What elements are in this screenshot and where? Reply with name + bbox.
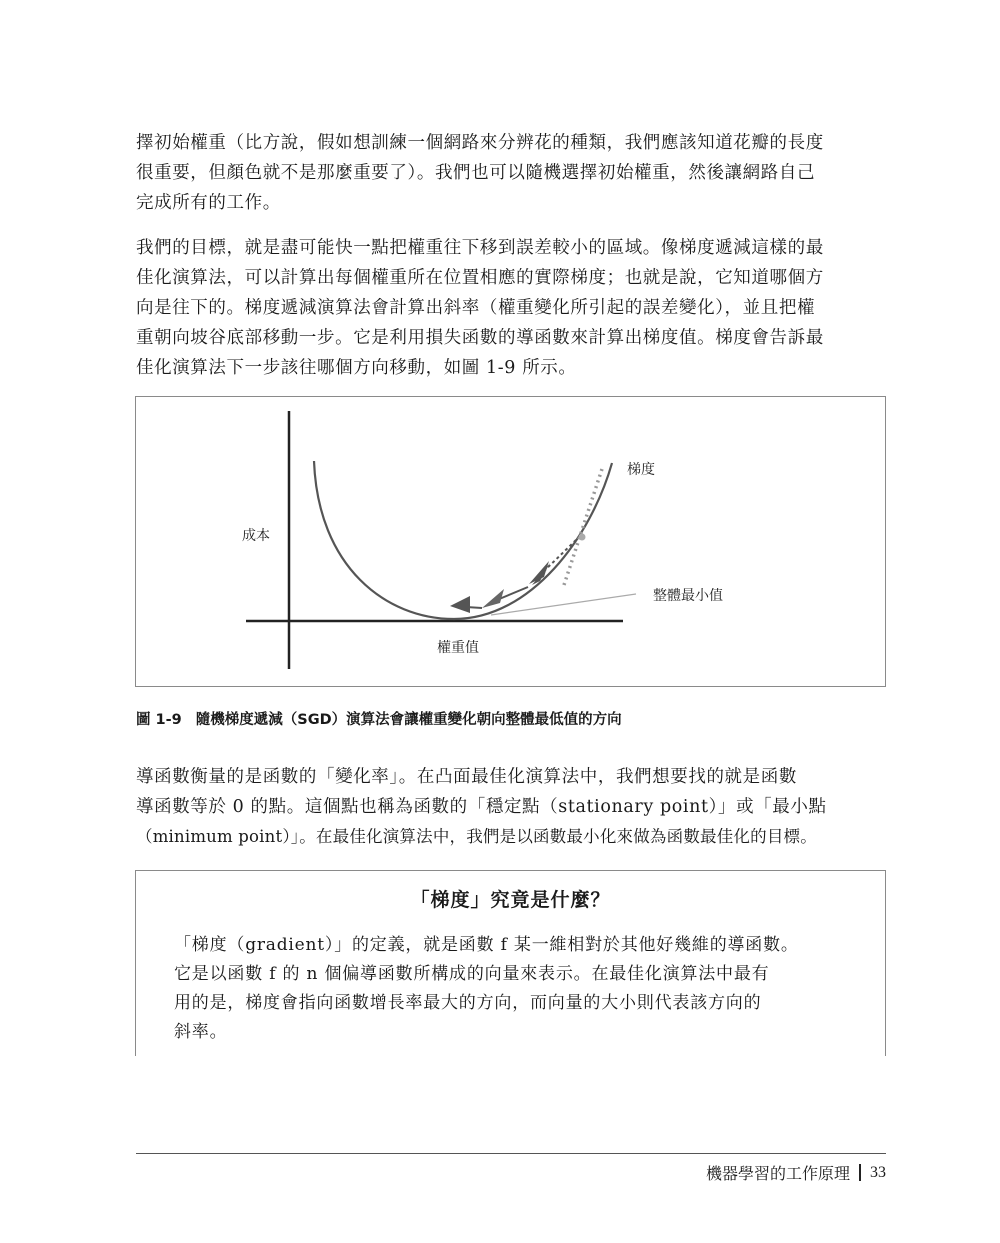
- footer-rule: [136, 1153, 886, 1154]
- text-line: 擇初始權重（比方說，假如想訓練一個網路來分辨花的種類，我們應該知道花瓣的長度: [136, 133, 824, 153]
- text-line: （minimum point）」。在最佳化演算法中，我們是以函數最小化來做為函數最佳化的目標。: [136, 827, 817, 846]
- descent-arrowhead: [450, 596, 470, 613]
- weight-axis-label: 權重值: [437, 640, 479, 656]
- gradient-sidebar: [135, 870, 886, 1056]
- figure-sgd-diagram: [135, 396, 886, 687]
- text-line: 它是以函數 f 的 n 個偏導函數所構成的向量來表示。在最佳化演算法中最有: [174, 964, 770, 984]
- text-line: 佳化演算法下一步該往哪個方向移動，如圖 1-9 所示。: [136, 358, 577, 378]
- text-line: 斜率。: [174, 1022, 228, 1042]
- sidebar-body: [174, 931, 864, 1047]
- footer-divider: [859, 1164, 861, 1181]
- derivative-paragraph: [136, 762, 888, 852]
- goal-paragraph: [136, 233, 888, 383]
- gradient-tangent-line: [564, 469, 602, 585]
- page-number: 33: [870, 1163, 886, 1181]
- book-title: 機器學習的工作原理: [705, 1164, 850, 1183]
- cost-axis-label: 成本: [242, 528, 270, 544]
- global-minimum-label: 整體最小值: [653, 588, 723, 604]
- sidebar-title: 「梯度」究竟是什麼？: [410, 889, 611, 911]
- intro-paragraph: [136, 128, 888, 218]
- text-line: 重朝向坡谷底部移動一步。它是利用損失函數的導函數來計算出梯度值。梯度會告訴最: [136, 328, 824, 348]
- page-footer: [706, 1161, 886, 1184]
- global-min-leader-line: [491, 594, 636, 615]
- text-line: 用的是，梯度會指向函數增長率最大的方向，而向量的大小則代表該方向的: [174, 993, 762, 1013]
- text-line: 導函數等於 0 的點。這個點也稱為函數的「穩定點（stationary point）」或「最小點: [136, 797, 827, 817]
- gradient-point: [579, 534, 586, 541]
- text-line: 「梯度（gradient）」的定義，就是函數 f 某一維相對於其他好幾維的導函數。: [174, 935, 799, 955]
- cost-curve: [314, 461, 612, 619]
- gradient-label: 梯度: [627, 462, 655, 478]
- text-line: 很重要，但顏色就不是那麼重要了）。我們也可以隨機選擇初始權重，然後讓網路自己: [136, 163, 816, 183]
- text-line: 我們的目標，就是盡可能快一點把權重往下移到誤差較小的區域。像梯度遞減這樣的最: [136, 238, 824, 258]
- caption-text: 隨機梯度遞減（SGD）演算法會讓權重變化朝向整體最低值的方向: [195, 712, 622, 728]
- text-line: 完成所有的工作。: [136, 193, 281, 213]
- text-line: 導函數衡量的是函數的「變化率」。在凸面最佳化演算法中，我們想要找的就是函數: [136, 767, 797, 787]
- text-line: 佳化演算法，可以計算出每個權重所在位置相應的實際梯度；也就是說，它知道哪個方: [136, 268, 824, 288]
- descent-arrowhead: [482, 589, 504, 608]
- caption-number: 圖 1-9: [136, 712, 182, 728]
- text-line: 向是往下的。梯度遞減演算法會計算出斜率（權重變化所引起的誤差變化），並且把權: [136, 298, 816, 318]
- figure-caption: [136, 708, 622, 729]
